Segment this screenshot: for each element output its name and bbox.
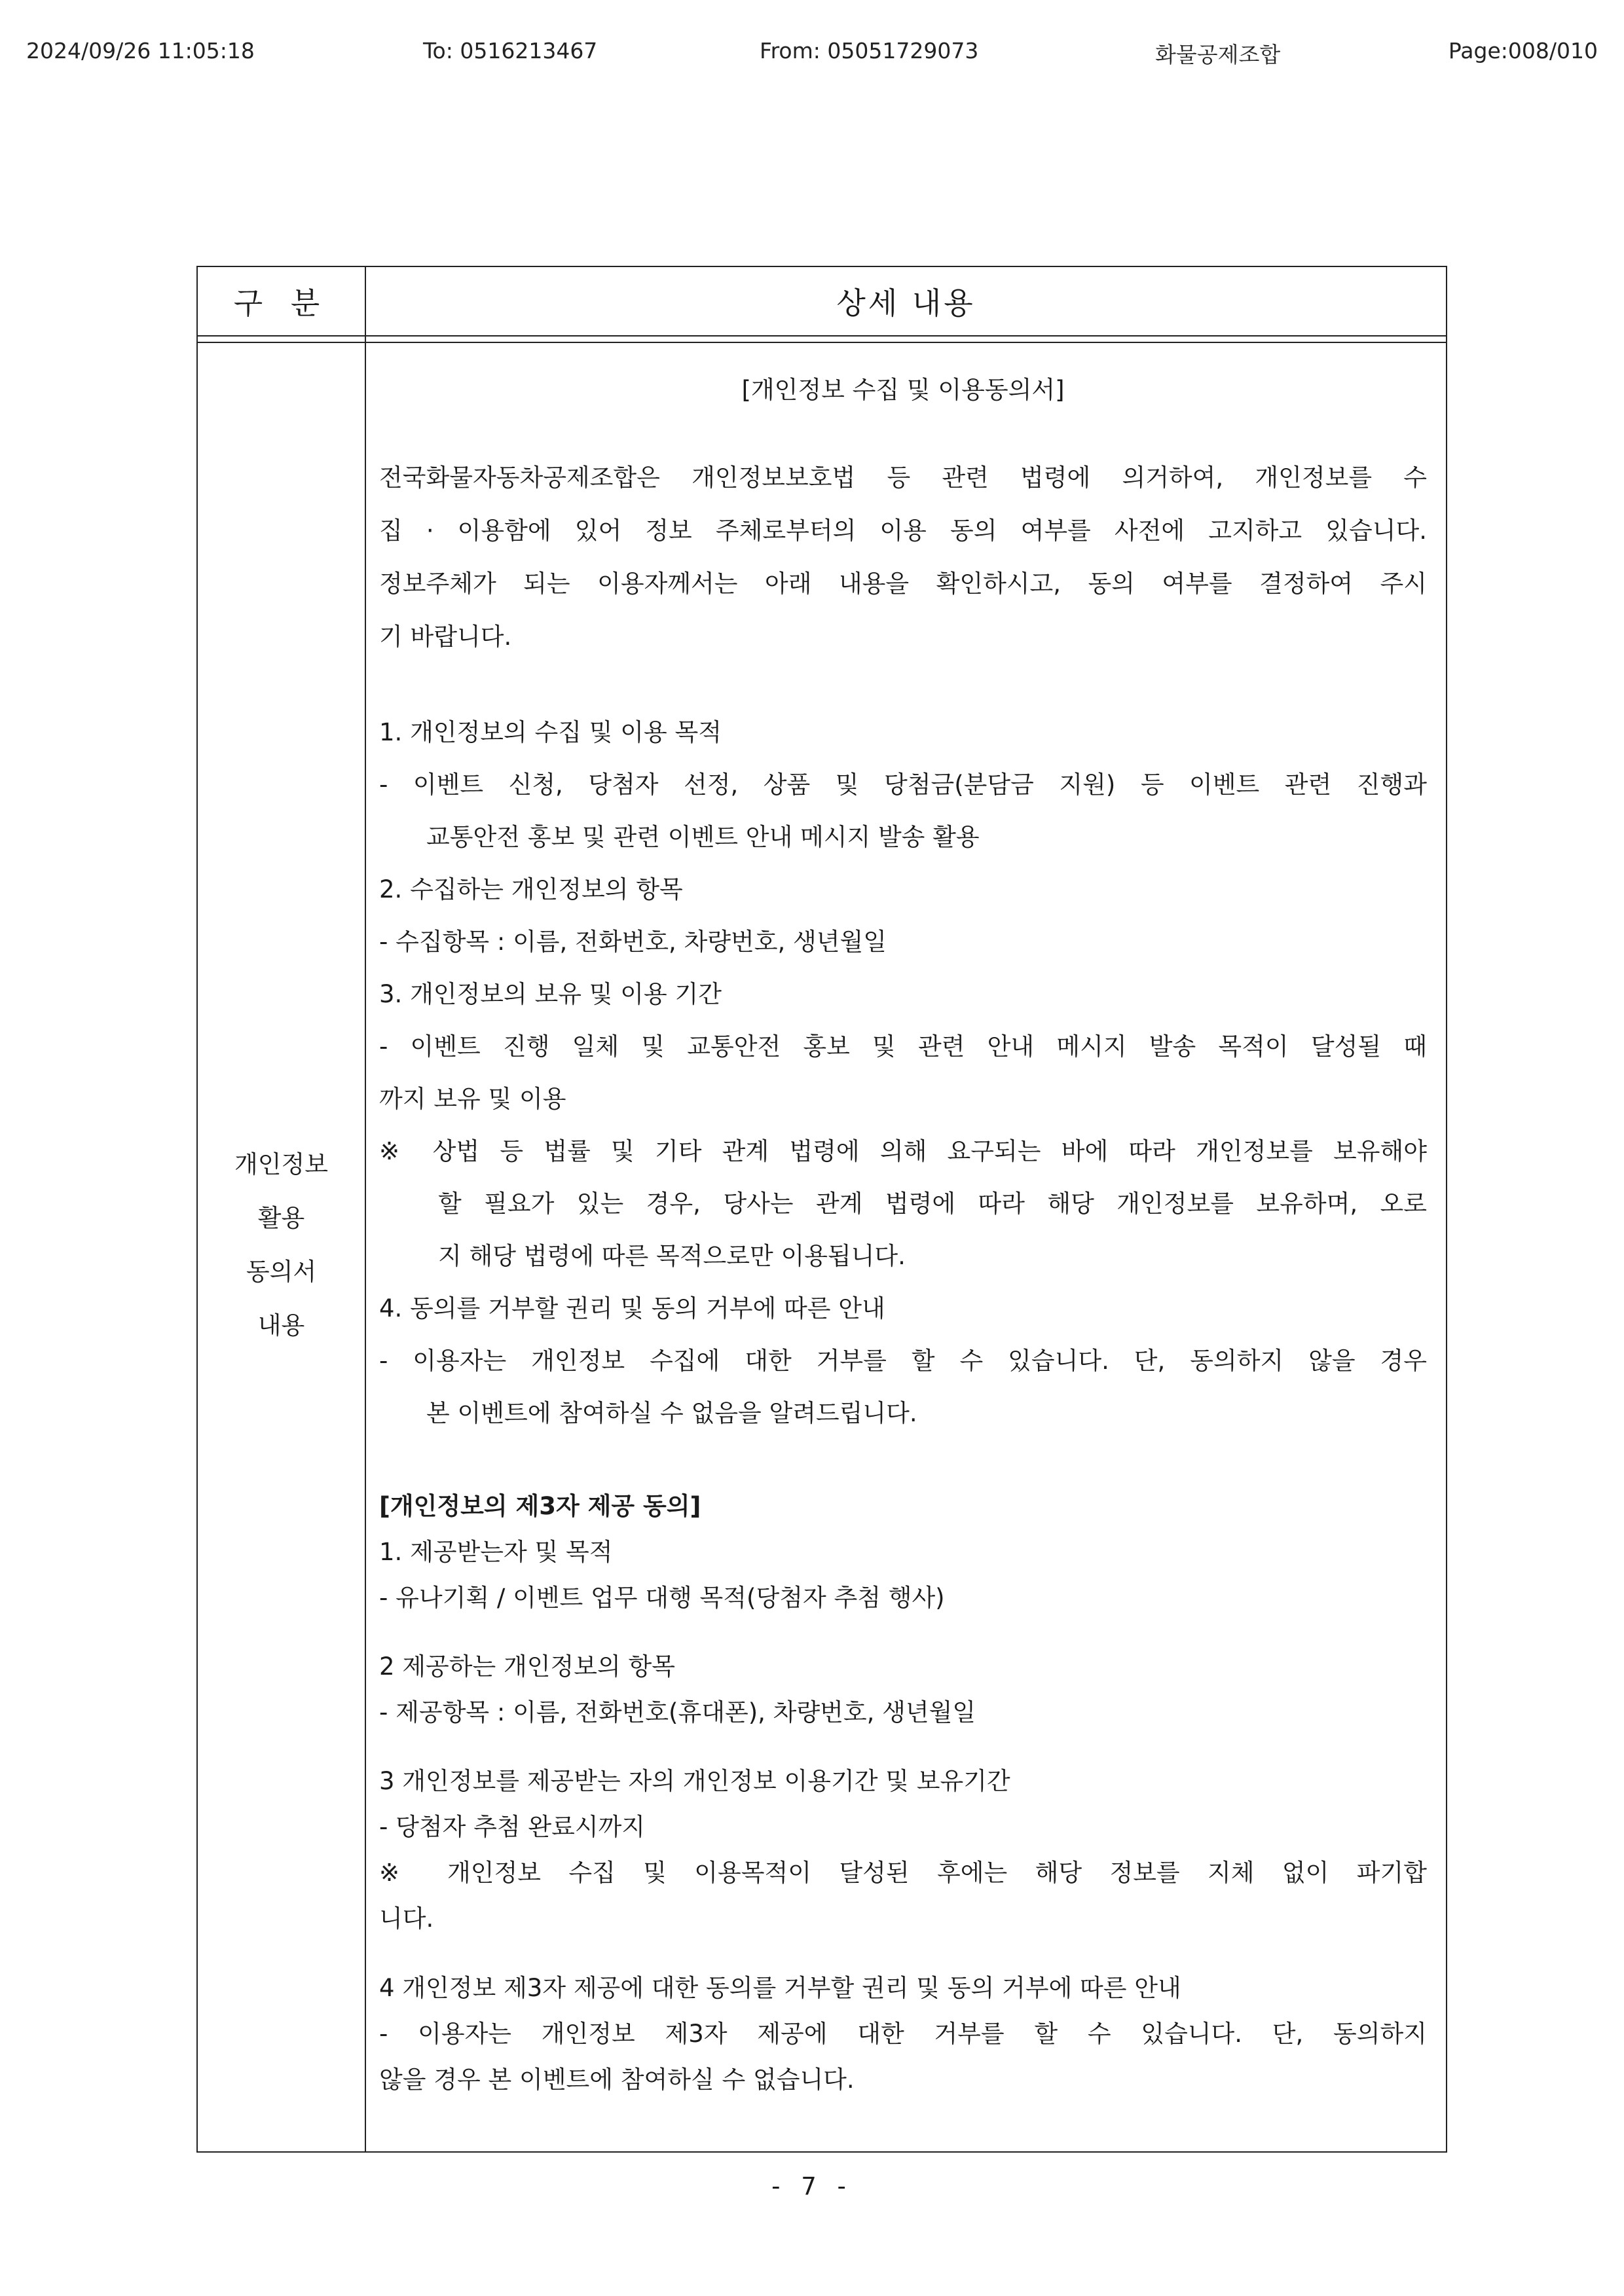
page-number: - 7 - xyxy=(771,2172,853,2200)
s2-note-line: 니다. xyxy=(379,1904,434,1933)
table-header-row xyxy=(198,267,1446,337)
s1-item2-line: - 수집항목 : 이름, 전화번호, 차량번호, 생년월일 xyxy=(379,928,887,956)
s1-note-line: 할 필요가 있는 경우, 당사는 관계 법령에 따라 해당 개인정보를 보유하며, 오로 xyxy=(438,1190,1427,1218)
s1-note-line: 지 해당 법령에 따른 목적으로만 이용됩니다. xyxy=(438,1242,906,1270)
s1-item3-title: 3. 개인정보의 보유 및 이용 기간 xyxy=(379,980,722,1008)
s1-item3-line: - 이벤트 진행 일체 및 교통안전 홍보 및 관련 안내 메시지 발송 목적이 달성될 때 xyxy=(379,1032,1427,1061)
fax-from-number: From: 05051729073 xyxy=(760,38,979,64)
section1-title: [개인정보 수집 및 이용동의서] xyxy=(741,376,1065,404)
s2-item4-line: 않을 경우 본 이벤트에 참여하실 수 없습니다. xyxy=(379,2066,855,2094)
s1-item1-title: 1. 개인정보의 수집 및 이용 목적 xyxy=(379,718,722,746)
s1-item1-line: 교통안전 홍보 및 관련 이벤트 안내 메시지 발송 활용 xyxy=(426,823,980,851)
s1-item2-title: 2. 수집하는 개인정보의 항목 xyxy=(379,875,683,903)
header-category: 구 분 xyxy=(233,285,329,321)
s2-item3-title: 3 개인정보를 제공받는 자의 개인정보 이용기간 및 보유기간 xyxy=(379,1767,1010,1795)
s1-item4-line: - 이용자는 개인정보 수집에 대한 거부를 할 수 있습니다. 단, 동의하지 않을 경우 xyxy=(379,1347,1427,1375)
intro-line: 집 · 이용함에 있어 정보 주체로부터의 이용 동의 여부를 사전에 고지하고 있습니다. xyxy=(379,517,1427,545)
s1-item4-title: 4. 동의를 거부할 권리 및 동의 거부에 따른 안내 xyxy=(379,1294,885,1322)
category-label xyxy=(198,1138,365,1353)
category-line: 내용 xyxy=(257,1311,305,1339)
s1-item1-line: - 이벤트 신청, 당첨자 선정, 상품 및 당첨금(분담금 지원) 등 이벤트 관련 진행과 xyxy=(379,771,1427,799)
column-divider xyxy=(365,267,366,2151)
s2-item1-line: - 유나기획 / 이벤트 업무 대행 목적(당첨자 추첨 행사) xyxy=(379,1584,945,1612)
s1-item4-line: 본 이벤트에 참여하실 수 없음을 알려드립니다. xyxy=(426,1399,917,1427)
fax-timestamp: 2024/09/26 11:05:18 xyxy=(26,38,255,64)
s1-note-line: ※ 상법 등 법률 및 기타 관계 법령에 의해 요구되는 바에 따라 개인정보를 보유해야 xyxy=(379,1137,1427,1165)
s2-note-line: ※ 개인정보 수집 및 이용목적이 달성된 후에는 해당 정보를 지체 없이 파기합 xyxy=(379,1859,1427,1887)
consent-table xyxy=(196,266,1447,2153)
s2-item4-title: 4 개인정보 제3자 제공에 대한 동의를 거부할 권리 및 동의 거부에 따른 안내 xyxy=(379,1974,1181,2002)
section2-title: [개인정보의 제3자 제공 동의] xyxy=(379,1492,701,1520)
s2-item2-line: - 제공항목 : 이름, 전화번호(휴대폰), 차량번호, 생년월일 xyxy=(379,1698,976,1726)
s2-item4-line: - 이용자는 개인정보 제3자 제공에 대한 거부를 할 수 있습니다. 단, 동의하지 xyxy=(379,2020,1427,2048)
intro-line: 전국화물자동차공제조합은 개인정보보호법 등 관련 법령에 의거하여, 개인정보를 수 xyxy=(379,464,1427,492)
fax-to-number: To: 0516213467 xyxy=(423,38,598,64)
fax-page-indicator: Page:008/010 xyxy=(1448,38,1598,64)
intro-line: 기 바랍니다. xyxy=(379,623,512,651)
s2-item3-line: - 당첨자 추첨 완료시까지 xyxy=(379,1813,646,1841)
fax-organization: 화물공제조합 xyxy=(1155,42,1281,67)
s2-item1-title: 1. 제공받는자 및 목적 xyxy=(379,1538,613,1566)
intro-line: 정보주체가 되는 이용자께서는 아래 내용을 확인하시고, 동의 여부를 결정하여 주시 xyxy=(379,570,1427,598)
category-line: 개인정보 xyxy=(234,1150,328,1178)
s2-item2-title: 2 제공하는 개인정보의 항목 xyxy=(379,1652,675,1681)
s1-item3-line: 까지 보유 및 이용 xyxy=(379,1085,566,1113)
fax-header xyxy=(26,38,1598,71)
header-detail: 상세 내용 xyxy=(836,285,976,321)
category-line: 활용 xyxy=(257,1204,305,1232)
category-line: 동의서 xyxy=(246,1258,317,1286)
